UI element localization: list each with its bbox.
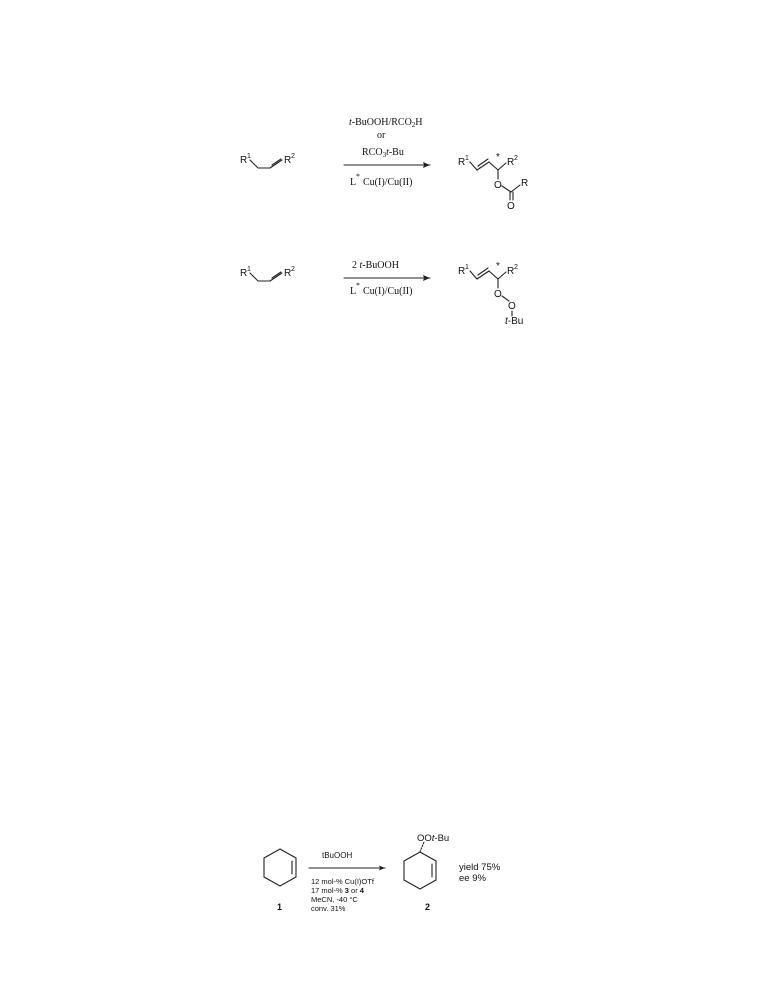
reaction-3 [264,833,501,913]
r1-reagent-line-3: $RCO_3t-Bu$ [362,147,404,159]
cyclohexene-structure [264,849,296,886]
r2-arrow-head [423,275,430,281]
r2-product-r1: R [458,266,466,277]
r1-product-carbonyl-o: O [507,201,515,212]
r3-condition-1: 12 mol-% Cu(I)OTf [311,877,374,886]
r2-reagent: 2 t-BuOOH [352,260,399,271]
r1-catalyst-ligand: L [350,177,357,188]
r1-reagent-line-2: or [377,130,386,141]
r3-yield: yield 75% [459,862,501,873]
r1-reagent-line-1: $t-BuOOH/RCO_2H$ [349,117,423,129]
r1-product-ester [458,152,528,212]
r1-product-star: * [496,152,500,163]
r1-reactant-r2-sup: 2 [291,153,295,160]
r2-reactant-r2-sup: 2 [291,266,295,273]
r2-product-o1: O [494,289,502,300]
r1-product-r1-sup: 1 [465,155,469,162]
r3-ee: ee 9% [459,873,486,884]
r1-reactant-r1-sup: 1 [247,153,251,160]
reaction-1 [240,117,528,212]
r2-product-r2: R [507,266,515,277]
r1-catalyst: Cu(I)/Cu(II) [363,177,413,188]
r3-condition-4: conv. 31% [311,904,346,913]
r1-product-r2-sup: 2 [514,155,518,162]
r2-product-o2: O [508,301,516,312]
r2-product-star: * [496,261,500,272]
r2-reactant-alkene [240,266,295,281]
compound-2-number: 2 [425,902,431,912]
compound-1-number: 1 [277,902,283,912]
r2-product-r2-sup: 2 [514,264,518,271]
r1-product-r2: R [507,157,515,168]
r2-reactant-r2: R [284,268,292,279]
product-2-label: OOt-Bu [417,833,450,844]
r3-condition-3: MeCN, -40 °C [311,895,358,904]
r2-reactant-r1-sup: 1 [247,266,251,273]
r1-product-o: O [494,180,502,191]
r2-product-r1-sup: 1 [465,264,469,271]
r2-product-peroxide [458,261,523,327]
r2-catalyst: Cu(I)/Cu(II) [363,286,413,297]
r1-catalyst-star: * [356,172,360,181]
r3-condition-2: 17 mol-% 3 or 4 [311,886,364,895]
r1-product-r1: R [458,157,466,168]
r1-arrow-head [423,162,430,168]
r3-reagent: tBuOOH [322,851,353,860]
r1-reactant-alkene [240,153,295,168]
r1-product-r: R [521,178,529,189]
r2-reactant-r1: R [240,268,248,279]
r2-catalyst-star: * [356,281,360,290]
r1-reactant-r2: R [284,155,292,166]
r2-product-tbu: t-Bu [505,316,524,327]
reaction-2 [240,260,523,327]
product-2-structure [404,842,436,889]
r1-reactant-r1: R [240,155,248,166]
r2-catalyst-ligand: L [350,286,357,297]
